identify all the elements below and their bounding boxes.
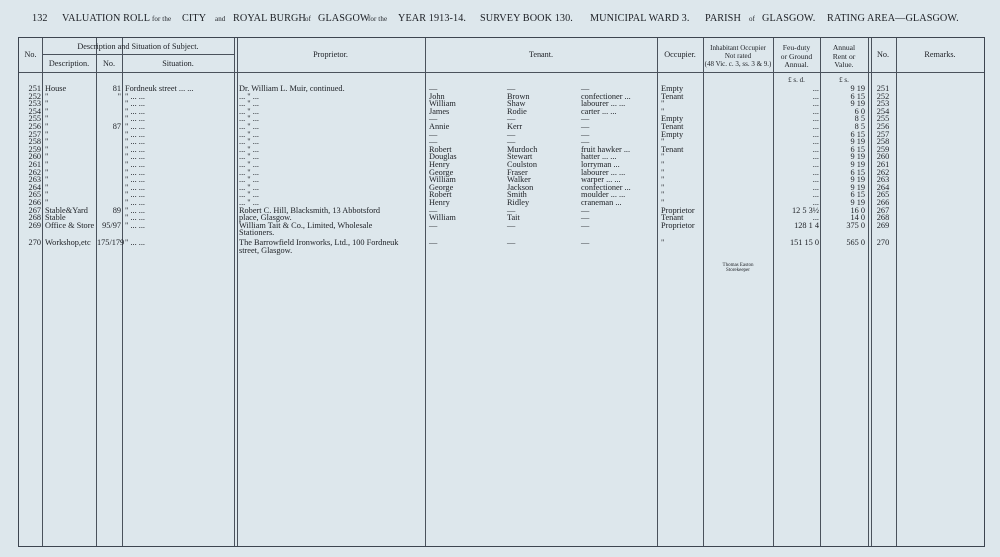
col-description: Description. xyxy=(48,59,90,68)
title-8: for the xyxy=(368,15,388,23)
cell-no3: 268 xyxy=(876,213,890,223)
cell-t2: — xyxy=(507,205,516,215)
cell-occ: " xyxy=(661,99,665,109)
cell-prop: ... " ... xyxy=(239,160,259,169)
cell-desc: Stable xyxy=(45,213,66,223)
col-tenant: Tenant. xyxy=(528,50,554,59)
cell-feu: 128 1 4 xyxy=(794,220,819,230)
rule xyxy=(19,72,984,73)
cell-desc: " xyxy=(45,167,49,177)
cell-occ: Empty xyxy=(661,129,684,139)
cell-no3: 257 xyxy=(876,129,890,139)
cell-t3: labourer ... ... xyxy=(581,99,626,109)
cell-t3: warper ... ... xyxy=(581,175,621,185)
cell-t3: — xyxy=(581,238,590,247)
col-no2: No. xyxy=(102,59,116,68)
cell-t3: lorryman ... xyxy=(581,160,620,169)
cell-sit: " ... ... xyxy=(125,182,145,192)
cell-prop: The Barrowfield Ironworks, Ltd., 100 Fordneuk xyxy=(239,238,399,247)
cell-t1: Robert xyxy=(429,144,452,154)
cell-feu: ... xyxy=(812,190,819,200)
cell-t2: Brown xyxy=(507,91,530,101)
cell-t1: John xyxy=(429,91,445,101)
cell-t2: — xyxy=(507,220,516,230)
cell-t1: Annie xyxy=(429,122,450,131)
cell-desc: " xyxy=(45,91,49,101)
cell-t3: — xyxy=(581,205,590,215)
cell-prop: ... " ... xyxy=(239,137,259,147)
cell-ann: 14 0 xyxy=(850,213,865,223)
cell-feu: ... xyxy=(812,114,819,124)
cell-sit: " ... ... xyxy=(125,160,145,169)
cell-no3: 251 xyxy=(876,84,890,93)
cell-prop: place, Glasgow. xyxy=(239,213,292,223)
rule xyxy=(657,38,658,546)
cell-t2: Walker xyxy=(507,175,531,185)
cell-t2: Coulston xyxy=(507,160,537,169)
inhabitant-note-2: Storekeeper xyxy=(726,268,750,273)
cell-occ: " xyxy=(661,137,665,147)
cell-t3: hatter ... ... xyxy=(581,152,617,162)
cell-no: 253 xyxy=(28,99,41,109)
cell-no3: 255 xyxy=(876,114,890,124)
cell-no3: 264 xyxy=(876,182,890,192)
cell-ann: 375 0 xyxy=(846,220,865,230)
cell-t3: — xyxy=(581,220,590,230)
cell-t1: — xyxy=(429,114,438,124)
cell-no: 252 xyxy=(28,91,41,101)
cell-prop: ... " ... xyxy=(239,167,259,177)
cell-no3: 258 xyxy=(876,137,890,147)
rule xyxy=(234,38,238,546)
col-inhabitant-1: Inhabitant Occupier xyxy=(710,44,766,52)
cell-no: 251 xyxy=(28,84,41,93)
cell-sit: " ... ... xyxy=(125,190,145,200)
cell-feu: ... xyxy=(812,122,819,131)
cell-t2: Smith xyxy=(507,190,527,200)
cell-prop: Dr. William L. Muir, continued. xyxy=(239,84,345,93)
cell-desc: " xyxy=(45,122,49,131)
cell-feu: ... xyxy=(812,137,819,147)
title-4: and xyxy=(215,15,226,23)
cell-t3: — xyxy=(581,213,590,223)
cell-desc: House xyxy=(45,84,67,93)
inhabitant-note xyxy=(703,263,773,273)
cell-feu: ... xyxy=(812,175,819,185)
rule xyxy=(896,38,897,546)
cell-no3: 262 xyxy=(876,167,890,177)
cell-no: 261 xyxy=(28,160,41,169)
rule xyxy=(425,38,426,546)
cell-no: 260 xyxy=(28,152,41,162)
title-5: ROYAL BURGH xyxy=(233,13,306,24)
cell-occ: Empty xyxy=(661,84,684,93)
cell-prop: ... " ... xyxy=(239,152,259,162)
page-header xyxy=(0,13,1000,29)
cell-ann: 6 15 xyxy=(850,190,865,200)
cell-no3: 254 xyxy=(876,106,890,116)
cell-occ: " xyxy=(661,167,665,177)
cell-no: 255 xyxy=(28,114,41,124)
cell-sit: " ... ... xyxy=(125,114,145,124)
cell-t2: Shaw xyxy=(507,99,526,109)
cell-t1: James xyxy=(429,106,450,116)
cell-prop: William Tait & Co., Limited, Wholesale xyxy=(239,220,373,230)
cell-occ: " xyxy=(661,152,665,162)
cell-occ: " xyxy=(661,175,665,185)
cell-no: 258 xyxy=(28,137,41,147)
cell-prop: ... " ... xyxy=(239,129,259,139)
cell-no: 256 xyxy=(28,122,41,131)
cell-t3: labourer ... ... xyxy=(581,167,626,177)
cell-t2: — xyxy=(507,129,516,139)
cell-feu: ... xyxy=(812,106,819,116)
cell-feu: ... xyxy=(812,129,819,139)
cell-t2: Tait xyxy=(507,213,520,223)
cell-sit: " ... ... xyxy=(125,198,145,207)
cell-prop: street, Glasgow. xyxy=(239,245,293,255)
cell-t2: Stewart xyxy=(507,152,533,162)
col-proprietor: Proprietor. xyxy=(313,50,348,59)
cell-t2: Jackson xyxy=(507,182,534,192)
cell-no3: 253 xyxy=(876,99,890,109)
cell-feu: ... xyxy=(812,160,819,169)
cell-sit: " ... ... xyxy=(125,205,145,215)
cell-occ: " xyxy=(661,106,665,116)
cell-sit: " ... ... xyxy=(125,238,145,247)
cell-prop: ... " ... xyxy=(239,182,259,192)
col-no: No. xyxy=(24,50,37,59)
cell-ann: 6 15 xyxy=(850,167,865,177)
cell-desc: Office & Store xyxy=(45,220,95,230)
cell-prop: ... " ... xyxy=(239,114,259,124)
page-number: 132 xyxy=(32,13,48,24)
title-2: for the xyxy=(152,15,172,23)
col-annual-1: Annual xyxy=(832,43,856,52)
cell-t1: William xyxy=(429,99,456,109)
cell-t3: — xyxy=(581,137,590,147)
cell-ann: 9 19 xyxy=(850,175,865,185)
cell-ann: 6 15 xyxy=(850,144,865,154)
col-occupier: Occupier. xyxy=(664,50,696,59)
cell-no3: 260 xyxy=(876,152,890,162)
cell-t2: Fraser xyxy=(507,167,528,177)
cell-no: 267 xyxy=(28,205,41,215)
cell-feu: ... xyxy=(812,91,819,101)
valuation-table xyxy=(18,37,985,547)
cell-desc: " xyxy=(45,182,49,192)
col-desc-group: Description and Situation of Subject. xyxy=(77,42,199,51)
cell-t2: Ridley xyxy=(507,198,530,207)
cell-ann: 9 19 xyxy=(850,198,865,207)
cell-sit: " ... ... xyxy=(125,175,145,185)
cell-ann: 8 5 xyxy=(854,122,865,131)
cell-feu: ... xyxy=(812,198,819,207)
rule xyxy=(820,38,821,546)
cell-sit: " ... ... xyxy=(125,220,145,230)
cell-num: 95/97 xyxy=(102,220,121,230)
cell-desc: " xyxy=(45,175,49,185)
cell-sit: " ... ... xyxy=(125,144,145,154)
cell-t1: — xyxy=(429,205,438,215)
cell-t1: — xyxy=(429,137,438,147)
col-feu-2: or Ground xyxy=(780,51,813,61)
cell-feu: 151 15 0 xyxy=(789,238,819,247)
parish-c: GLASGOW. xyxy=(762,13,816,24)
cell-prop: ... " ... xyxy=(239,91,259,101)
cell-t3: — xyxy=(581,129,590,139)
cell-feu: ... xyxy=(812,167,819,177)
cell-occ: Proprietor xyxy=(661,205,695,215)
cell-no3: 269 xyxy=(876,220,890,230)
cell-desc: " xyxy=(45,114,49,124)
municipal-ward: MUNICIPAL WARD 3. xyxy=(590,13,690,24)
col-inhabitant-3: (48 Vic. c. 3, ss. 3 & 9.) xyxy=(704,60,772,68)
rule xyxy=(773,38,774,546)
cell-ann: 6 15 xyxy=(850,129,865,139)
cell-desc: " xyxy=(45,99,49,109)
cell-occ: " xyxy=(661,190,665,200)
cell-no3: 256 xyxy=(876,122,890,131)
cell-t1: — xyxy=(429,220,438,230)
cell-t1: William xyxy=(429,213,456,223)
cell-t3: — xyxy=(581,84,590,93)
cell-occ: Tenant xyxy=(661,91,684,101)
cell-ann: 9 19 xyxy=(850,182,865,192)
cell-occ: Proprietor xyxy=(661,220,695,230)
cell-prop: ... " ... xyxy=(239,175,259,185)
col-remarks: Remarks. xyxy=(924,50,956,59)
cell-no: 257 xyxy=(28,129,41,139)
cell-occ: Tenant xyxy=(661,144,684,154)
cell-occ: Tenant xyxy=(661,122,684,131)
cell-desc: " xyxy=(45,137,49,147)
col-annual-2: Rent or xyxy=(832,51,856,61)
cell-sit: " ... ... xyxy=(125,91,145,101)
cell-t1: Douglas xyxy=(429,152,457,162)
cell-t2: Rodie xyxy=(507,106,527,116)
cell-prop: ... " ... xyxy=(239,106,259,116)
rule xyxy=(122,38,123,546)
cell-occ: Empty xyxy=(661,114,684,124)
cell-t1: — xyxy=(429,238,438,247)
col-feu-3: Annual. xyxy=(784,60,809,69)
cell-prop: ... " ... xyxy=(239,144,259,154)
cell-ann: 9 19 xyxy=(850,84,865,93)
cell-desc: " xyxy=(45,160,49,169)
cell-desc: " xyxy=(45,152,49,162)
cell-feu: 12 5 3½ xyxy=(792,205,819,215)
cell-ann: 9 19 xyxy=(850,99,865,109)
cell-t1: George xyxy=(429,167,454,177)
cell-no: 254 xyxy=(28,106,41,116)
cell-ann: 16 0 xyxy=(850,205,865,215)
cell-sit: " ... ... xyxy=(125,137,145,147)
cell-occ: " xyxy=(661,182,665,192)
cell-feu: ... xyxy=(812,84,819,93)
cell-num: 89 xyxy=(112,205,121,215)
cell-desc: Stable&Yard xyxy=(45,205,88,215)
feu-units: £ s. d. xyxy=(788,76,805,84)
cell-no3: 259 xyxy=(876,144,890,154)
cell-t1: Henry xyxy=(429,160,450,169)
cell-sit: " ... ... xyxy=(125,99,145,109)
cell-feu: ... xyxy=(812,182,819,192)
cell-prop: Robert C. Hill, Blacksmith, 13 Abbotsford xyxy=(239,205,381,215)
cell-ann: 9 19 xyxy=(850,152,865,162)
cell-no3: 267 xyxy=(876,205,890,215)
col-inhabitant-2: Not rated xyxy=(724,52,752,60)
parish-b: of xyxy=(749,15,756,23)
cell-feu: ... xyxy=(812,99,819,109)
cell-t1: — xyxy=(429,84,438,93)
cell-occ: Tenant xyxy=(661,213,684,223)
col-feu-1: Feu-duty xyxy=(782,43,811,52)
cell-sit: " ... ... xyxy=(125,152,145,162)
cell-desc: " xyxy=(45,144,49,154)
cell-ann: 9 19 xyxy=(850,160,865,169)
cell-prop: ... " ... xyxy=(239,99,259,109)
inhabitant-note-1: Thomas Easton xyxy=(722,263,754,268)
rule xyxy=(42,54,235,55)
cell-ann: 8 5 xyxy=(854,114,865,124)
col-feu xyxy=(773,44,820,70)
parish-a: PARISH xyxy=(705,13,741,24)
cell-no: 262 xyxy=(28,167,41,177)
cell-num: 81 xyxy=(112,84,121,93)
cell-occ: " xyxy=(661,198,665,207)
cell-no: 266 xyxy=(28,198,41,207)
cell-t1: Robert xyxy=(429,190,452,200)
rule xyxy=(703,38,704,546)
cell-t3: confectioner ... xyxy=(581,182,631,192)
col-annual xyxy=(820,44,868,70)
cell-desc: " xyxy=(45,129,49,139)
cell-t3: moulder ... ... xyxy=(581,190,626,200)
cell-t1: — xyxy=(429,129,438,139)
cell-t2: Murdoch xyxy=(507,144,538,154)
cell-no: 259 xyxy=(28,144,41,154)
cell-t1: George xyxy=(429,182,454,192)
title-9: YEAR 1913-14. xyxy=(398,13,467,24)
title-3: CITY xyxy=(182,13,207,24)
cell-t2: — xyxy=(507,137,516,147)
cell-prop: ... " ... xyxy=(239,122,259,131)
cell-t3: craneman ... xyxy=(581,198,622,207)
cell-sit: " ... ... xyxy=(125,129,145,139)
cell-ann: 9 19 xyxy=(850,137,865,147)
cell-prop: ... " ... xyxy=(239,190,259,200)
cell-desc: " xyxy=(45,106,49,116)
cell-sit: " ... ... xyxy=(125,167,145,177)
cell-ann: 6 15 xyxy=(850,91,865,101)
cell-desc: Workshop,etc xyxy=(45,238,91,247)
cell-occ: " xyxy=(661,160,665,169)
cell-ann: 565 0 xyxy=(846,238,865,247)
cell-no3: 261 xyxy=(876,160,890,169)
cell-feu: ... xyxy=(812,144,819,154)
cell-no3: 252 xyxy=(876,91,890,101)
rule xyxy=(42,38,43,546)
cell-desc: " xyxy=(45,198,49,207)
title-6: of xyxy=(305,15,312,23)
cell-prop: ... " ... xyxy=(239,198,259,207)
col-inhabitant xyxy=(703,44,773,68)
cell-feu: ... xyxy=(812,213,819,223)
survey-book: SURVEY BOOK 130. xyxy=(480,13,573,24)
cell-no: 263 xyxy=(28,175,41,185)
title-1: VALUATION ROLL xyxy=(62,13,151,24)
cell-t2: — xyxy=(507,84,516,93)
cell-t1: William xyxy=(429,175,456,185)
cell-t3: — xyxy=(581,122,590,131)
cell-sit: " ... ... xyxy=(125,213,145,223)
cell-num: 175/179 xyxy=(97,238,125,247)
cell-occ: " xyxy=(661,238,665,247)
cell-num: " xyxy=(117,91,121,101)
cell-no3: 270 xyxy=(876,238,890,247)
col-no3: No. xyxy=(876,50,890,59)
col-annual-3: Value. xyxy=(834,60,854,69)
cell-t2: Kerr xyxy=(507,122,523,131)
cell-sit: Fordneuk street ... ... xyxy=(125,84,194,93)
cell-t3: fruit hawker ... xyxy=(581,144,631,154)
cell-no: 269 xyxy=(28,220,41,230)
cell-t3: carter ... ... xyxy=(581,106,617,116)
cell-t3: confectioner ... xyxy=(581,91,631,101)
rating-area: RATING AREA—GLASGOW. xyxy=(827,13,959,24)
cell-no: 265 xyxy=(28,190,41,200)
cell-t2: — xyxy=(507,114,516,124)
cell-no3: 265 xyxy=(876,190,890,200)
cell-t2: — xyxy=(507,238,516,247)
cell-sit: " ... ... xyxy=(125,122,145,131)
cell-desc: " xyxy=(45,190,49,200)
cell-sit: " ... ... xyxy=(125,106,145,116)
annual-units: £ s. xyxy=(839,76,849,84)
cell-num: 87 xyxy=(112,122,121,131)
cell-t3: — xyxy=(581,114,590,124)
cell-no: 264 xyxy=(28,182,41,192)
cell-no: 268 xyxy=(28,213,41,223)
cell-no3: 266 xyxy=(876,198,890,207)
cell-prop: Stationers. xyxy=(239,228,275,238)
title-7: GLASGOW xyxy=(318,13,370,24)
cell-t1: Henry xyxy=(429,198,450,207)
cell-no: 270 xyxy=(28,238,41,247)
cell-feu: ... xyxy=(812,152,819,162)
col-situation: Situation. xyxy=(162,59,194,68)
cell-no3: 263 xyxy=(876,175,890,185)
cell-ann: 6 0 xyxy=(854,106,865,116)
